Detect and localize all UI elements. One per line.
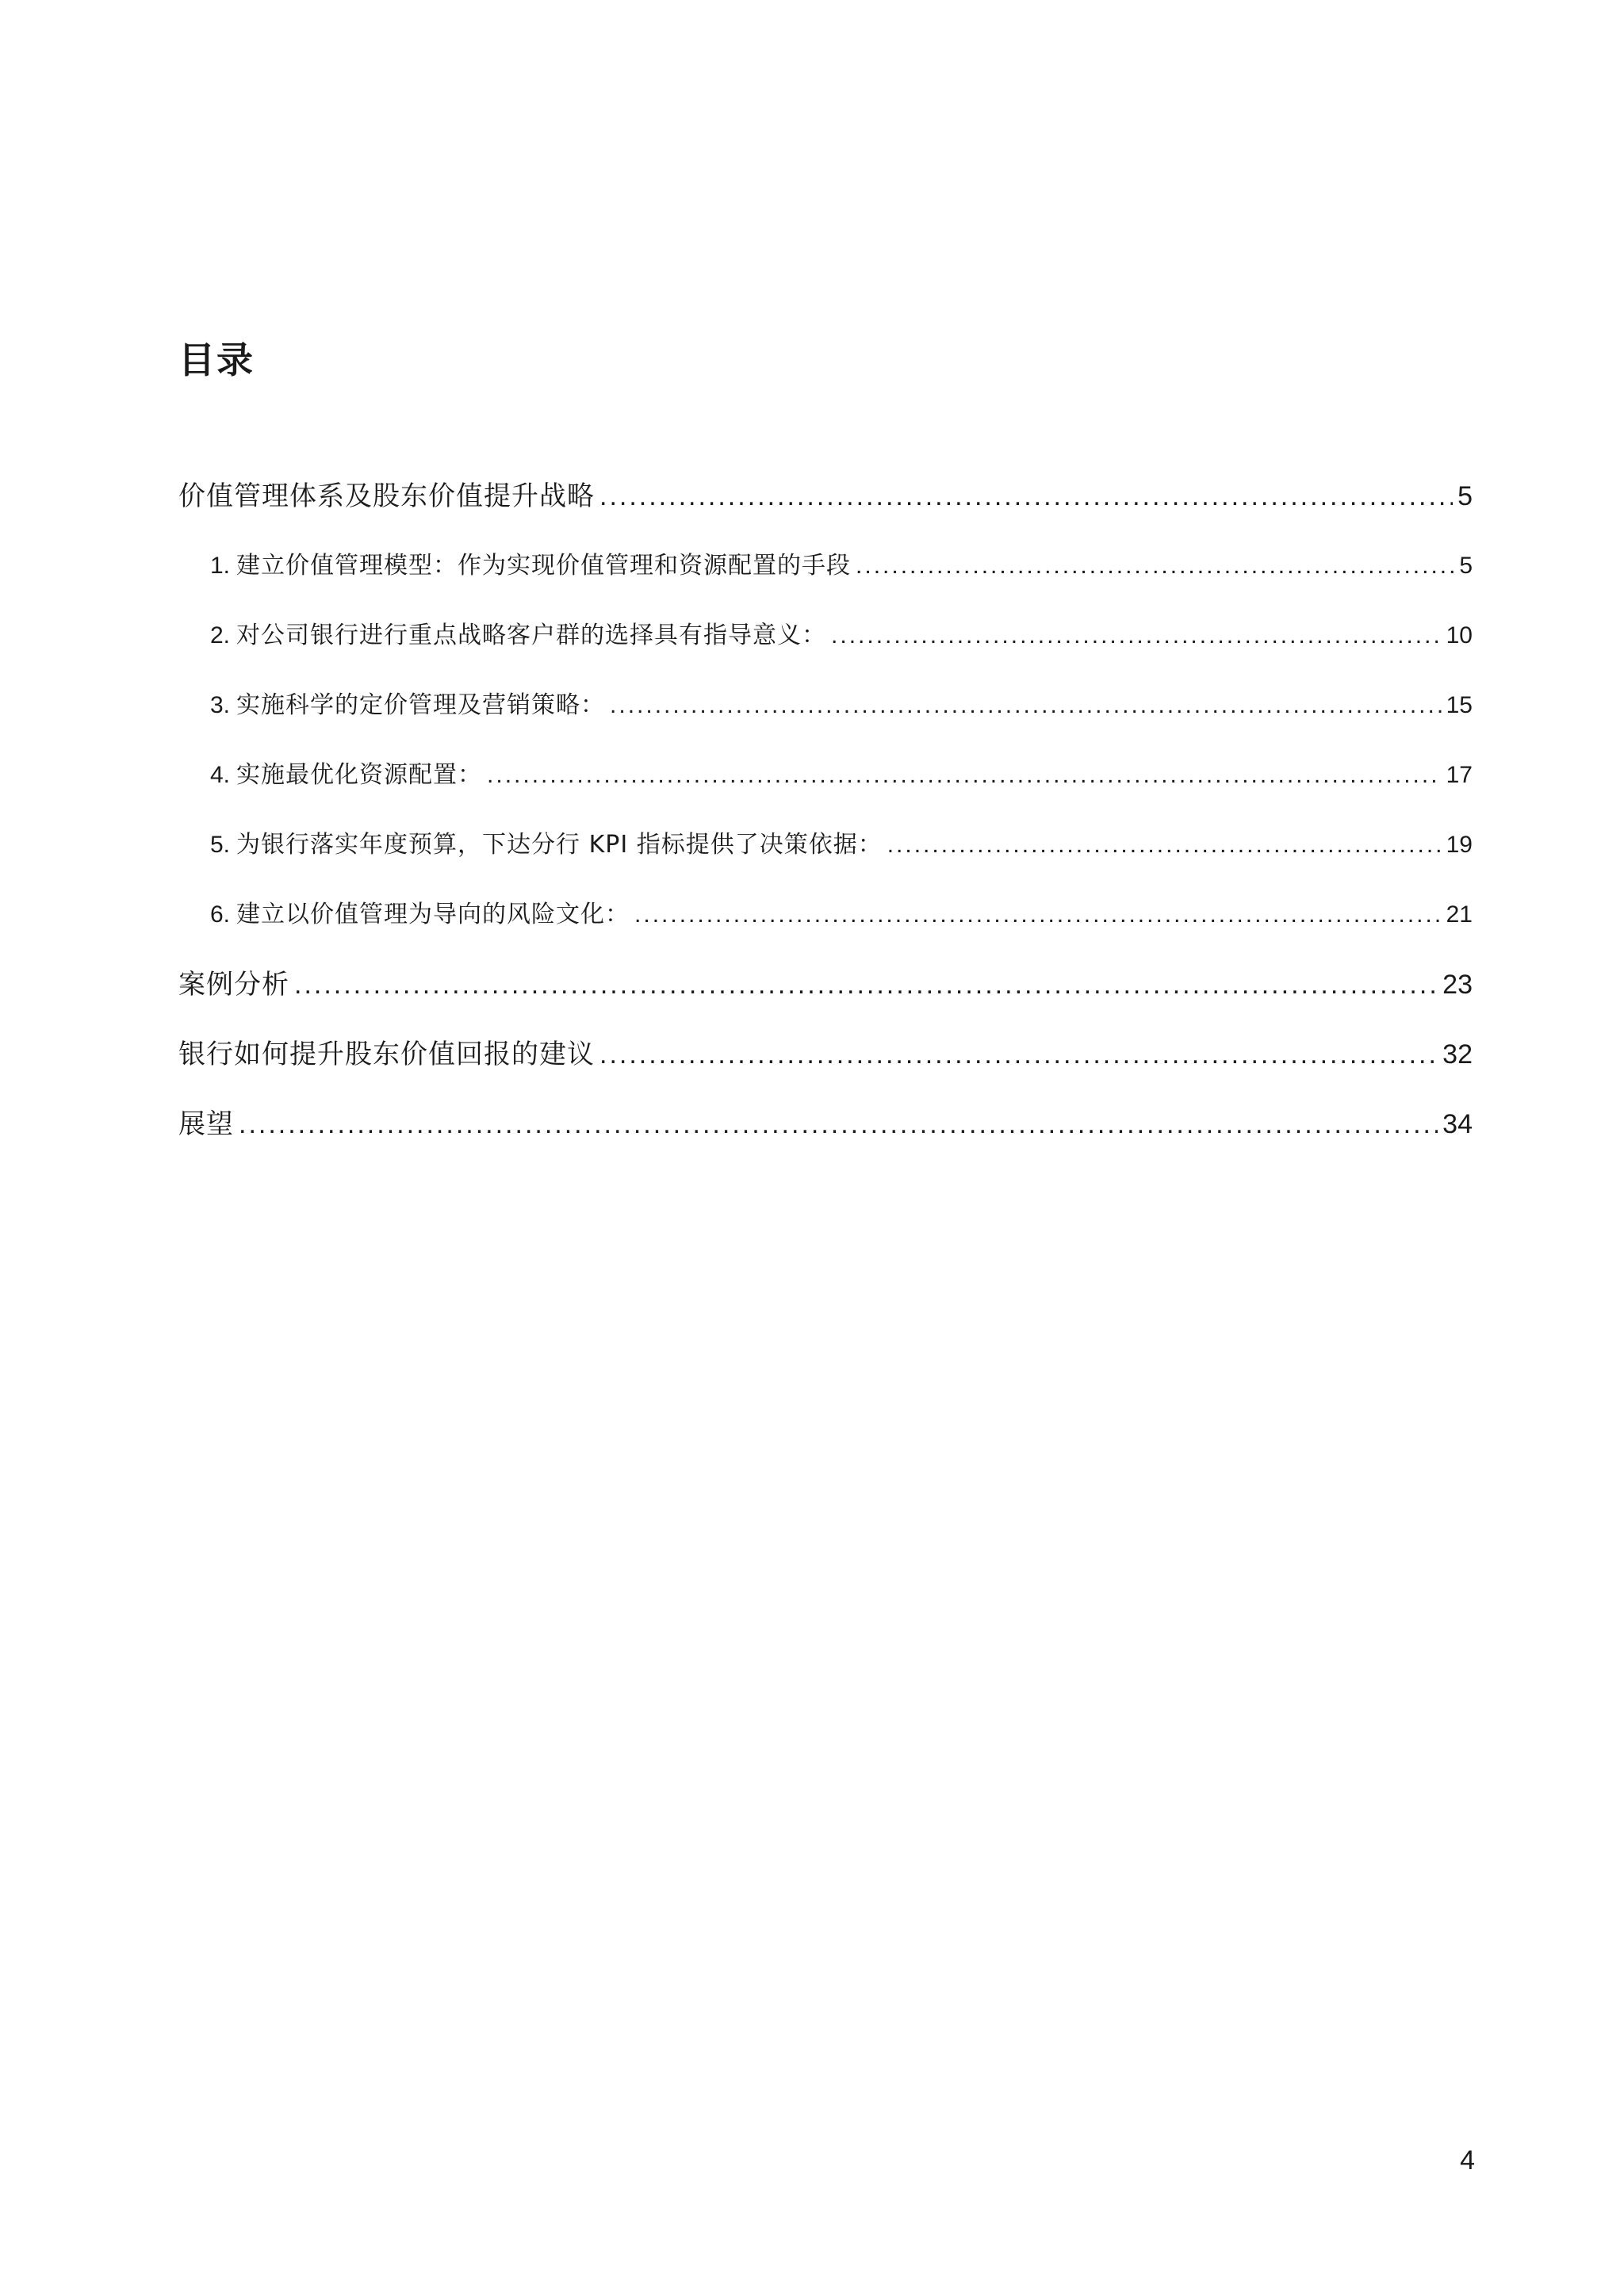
toc-entry-1[interactable] — [178, 542, 1473, 612]
toc-entry-page: 19 — [1446, 832, 1473, 858]
toc-entry-outlook[interactable] — [178, 1100, 1473, 1170]
toc-dot-leader — [599, 473, 1453, 520]
toc-entry-label: 价值管理体系及股东价值提升战略 — [178, 480, 595, 512]
toc-entry-5[interactable] — [178, 821, 1473, 891]
toc-entry-page: 15 — [1446, 692, 1473, 718]
toc-entry-page: 5 — [1459, 553, 1473, 579]
toc-entry-3[interactable] — [178, 682, 1473, 752]
toc-entry-page: 23 — [1442, 970, 1473, 1000]
toc-entry-recommendations[interactable] — [178, 1031, 1473, 1100]
toc-entry-number: 5. — [210, 832, 231, 858]
toc-dot-leader — [856, 542, 1454, 590]
toc-dot-leader — [634, 891, 1442, 939]
toc-dot-leader — [294, 961, 1438, 1008]
toc-entry-number: 6. — [210, 901, 231, 928]
page-number: 4 — [1460, 2145, 1475, 2175]
table-of-contents — [178, 473, 1473, 1170]
toc-entry-number: 3. — [210, 692, 231, 718]
toc-entry-label: 实施最优化资源配置： — [236, 761, 483, 789]
toc-entry-label: 为银行落实年度预算，下达分行 KPI 指标提供了决策依据： — [236, 831, 883, 859]
toc-entry-label: 建立以价值管理为导向的风险文化： — [236, 901, 630, 928]
toc-entry-page: 34 — [1442, 1109, 1473, 1139]
toc-entry-6[interactable] — [178, 891, 1473, 961]
toc-dot-leader — [487, 752, 1442, 799]
toc-entry-page: 21 — [1446, 901, 1473, 928]
toc-entry-label: 展望 — [178, 1108, 234, 1140]
toc-entry-page: 10 — [1446, 622, 1473, 649]
toc-entry-label: 银行如何提升股东价值回报的建议 — [178, 1039, 595, 1070]
toc-dot-leader — [610, 682, 1442, 729]
toc-entry-label: 建立价值管理模型：作为实现价值管理和资源配置的手段 — [236, 552, 852, 580]
toc-title: 目录 — [178, 339, 255, 381]
toc-entry-value-management-system[interactable] — [178, 473, 1473, 542]
toc-entry-page: 17 — [1446, 762, 1473, 788]
toc-entry-case-study[interactable] — [178, 961, 1473, 1031]
toc-dot-leader — [239, 1100, 1438, 1148]
toc-entry-label: 案例分析 — [178, 969, 289, 1001]
toc-entry-number: 2. — [210, 622, 231, 649]
toc-entry-number: 4. — [210, 762, 231, 788]
toc-dot-leader — [831, 612, 1442, 660]
toc-entry-4[interactable] — [178, 752, 1473, 821]
toc-entry-page: 5 — [1457, 481, 1473, 511]
toc-dot-leader — [887, 821, 1442, 869]
toc-entry-label: 实施科学的定价管理及营销策略： — [236, 691, 606, 719]
toc-dot-leader — [599, 1031, 1438, 1078]
toc-entry-number: 1. — [210, 553, 231, 579]
toc-entry-page: 32 — [1442, 1039, 1473, 1070]
toc-entry-label: 对公司银行进行重点战略客户群的选择具有指导意义： — [236, 622, 827, 649]
toc-entry-2[interactable] — [178, 612, 1473, 682]
